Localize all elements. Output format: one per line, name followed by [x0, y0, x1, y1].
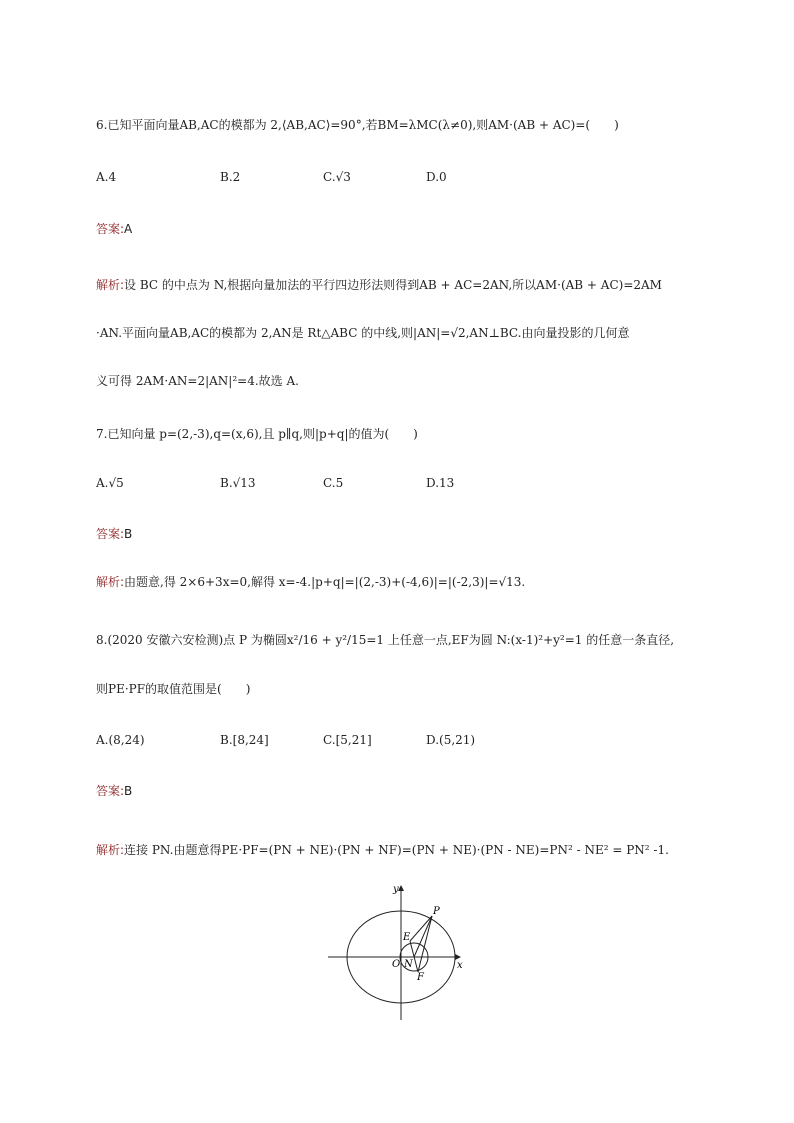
label-n: N — [404, 959, 413, 970]
q6-analysis-line2: ·AN.平面向量AB,AC的模都为 2,AN是 Rt△ABC 的中线,则|AN|=√2,AN⊥BC.由向量投影的几何意 — [96, 326, 630, 340]
q7-option-b: B.√13 — [220, 476, 256, 490]
label-o: O — [392, 959, 401, 970]
q8-stem-line1: 8.(2020 安徽六安检测)点 P 为椭圆x²/16 + y²/15=1 上任意一点,EF为圆 N:(x-1)²+y²=1 的任意一条直径, — [96, 633, 675, 647]
q7-analysis-line1 — [96, 573, 525, 590]
q6-answer-value: A — [124, 222, 133, 236]
q8-analysis-text1: 连接 PN.由题意得PE·PF=(PN + NE)·(PN + NF)=(PN + NE)·(PN - NE)=PN² - NE² = PN² -1. — [124, 843, 669, 857]
q6-answer — [96, 220, 132, 237]
q6-stem: 6.已知平面向量AB,AC的模都为 2,⟨AB,AC⟩=90°,若BM=λMC(λ≠0),则AM·(AB + AC)=( ) — [96, 118, 619, 132]
label-e: E — [403, 932, 411, 943]
q8-option-d: D.(5,21) — [426, 733, 476, 747]
q7-option-c: C.5 — [323, 476, 344, 490]
q6-analysis-text1: 设 BC 的中点为 N,根据向量加法的平行四边形法则得到AB + AC=2AN,所以AM·(AB + AC)=2AM — [124, 278, 662, 292]
q6-option-c: C.√3 — [323, 170, 351, 184]
q7-answer-value: B — [124, 527, 133, 541]
q8-option-b: B.[8,24] — [220, 733, 269, 747]
q8-stem-line2: 则PE·PF的取值范围是( ) — [96, 682, 251, 696]
q8-answer-value: B — [124, 784, 133, 798]
q7-analysis-label: 解析: — [96, 575, 125, 589]
q6-option-a: A.4 — [96, 170, 117, 184]
q7-answer — [96, 525, 132, 542]
q8-answer-label: 答案: — [96, 784, 125, 798]
q6-analysis-line1 — [96, 276, 662, 293]
q7-stem: 7.已知向量 p=(2,-3),q=(x,6),且 p∥q,则|p+q|的值为( ) — [96, 427, 418, 441]
label-y: y — [393, 884, 399, 895]
q8-answer — [96, 782, 132, 799]
q8-option-c: C.[5,21] — [323, 733, 372, 747]
q6-option-d: D.0 — [426, 170, 447, 184]
ellipse-diagram — [326, 880, 476, 1022]
q6-option-b: B.2 — [220, 170, 241, 184]
q7-option-a: A.√5 — [96, 476, 124, 490]
label-f: F — [417, 972, 424, 983]
q8-analysis-label: 解析: — [96, 843, 125, 857]
label-x: x — [457, 960, 463, 971]
q6-analysis-label: 解析: — [96, 278, 125, 292]
q7-analysis-text1: 由题意,得 2×6+3x=0,解得 x=-4.|p+q|=|(2,-3)+(-4,6)|=|(-2,3)|=√13. — [124, 575, 526, 589]
q7-option-d: D.13 — [426, 476, 455, 490]
q8-analysis-line1 — [96, 841, 669, 858]
q7-answer-label: 答案: — [96, 527, 125, 541]
q8-option-a: A.(8,24) — [96, 733, 145, 747]
q6-answer-label: 答案: — [96, 222, 125, 236]
label-p: P — [433, 906, 440, 917]
q6-analysis-line3: 义可得 2AM·AN=2|AN|²=4.故选 A. — [96, 374, 299, 388]
